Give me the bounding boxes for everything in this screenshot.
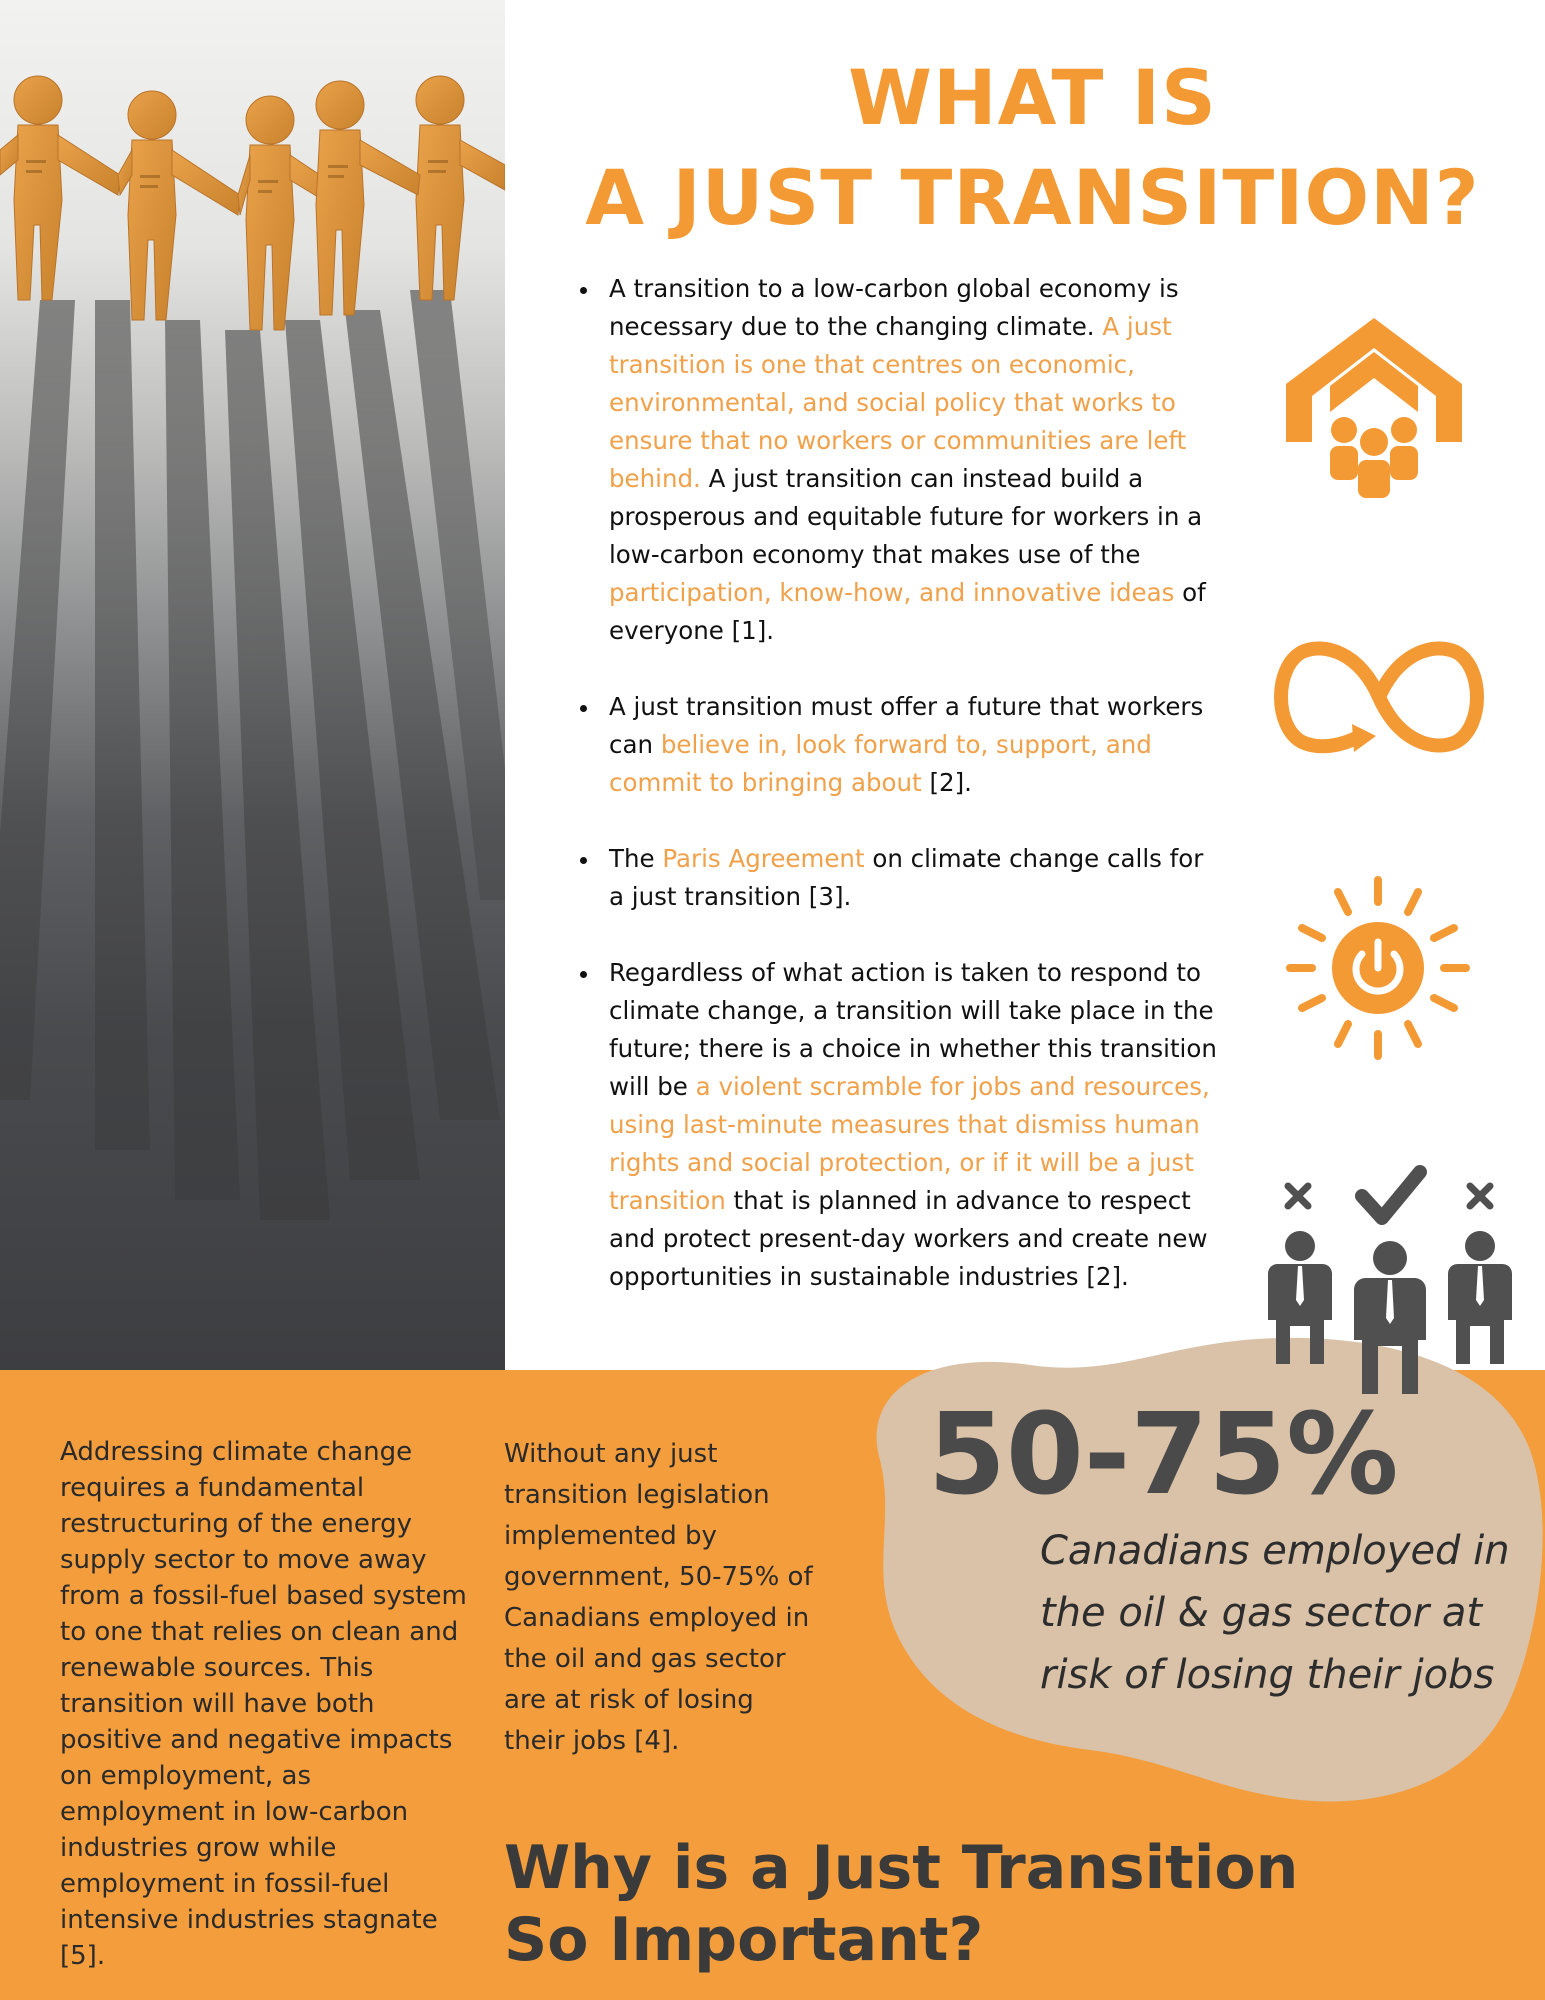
bullet-text: A transition to a low-carbon global economy is necessary due to the changing climate. bbox=[609, 274, 1179, 341]
bullet-item bbox=[578, 840, 1218, 916]
stat-value: 50-75% bbox=[928, 1390, 1399, 1520]
highlighted-text: a violent scramble for jobs and resources, using last-minute measures that dismiss human rights and social protection, or if it will be a just transition bbox=[609, 1072, 1210, 1215]
bullet-text: [2]. bbox=[921, 768, 972, 797]
paper-people-illustration bbox=[0, 0, 505, 1370]
bullet-item bbox=[578, 688, 1218, 802]
bullet-text: A just transition must offer a future that workers can bbox=[609, 692, 1204, 759]
middle-paragraph: Without any just transition legislation implemented by government, 50-75% of Canadians employed in the oil and gas sector are at risk of losing their jobs [4]. bbox=[504, 1439, 813, 1756]
worker-selection-icon bbox=[1268, 1150, 1518, 1400]
protected-family-icon bbox=[1282, 312, 1466, 498]
highlighted-text: believe in, look forward to, support, and commit to bringing about bbox=[609, 730, 1152, 797]
bullet-text: of everyone [1]. bbox=[609, 578, 1206, 645]
bullet-item bbox=[578, 954, 1218, 1296]
highlighted-text: A just transition is one that centres on economic, environmental, and social policy that works to ensure that no workers or communities are left behind. bbox=[609, 312, 1187, 493]
left-paragraph: Addressing climate change requires a fundamental restructuring of the energy supply sector to move away from a fossil-fuel based system to one that relies on clean and renewable sources. This transition will have both positive and negative impacts on employment, as employment in low-carbon industries grow while employment in fossil-fuel intensive industries stagnate [5]. bbox=[60, 1437, 467, 1971]
title-line-2: A JUST TRANSITION? bbox=[585, 153, 1480, 242]
infinity-loop-icon bbox=[1264, 632, 1494, 762]
bullet-text: that is planned in advance to respect and protect present-day workers and create new opportunities in sustainable industries [2]. bbox=[609, 1186, 1208, 1291]
sun-power-icon bbox=[1286, 876, 1470, 1060]
bullet-text: The bbox=[609, 844, 663, 873]
transition-bullet-list bbox=[578, 270, 1218, 1334]
title-line-1: WHAT IS bbox=[848, 53, 1217, 142]
bullet-item bbox=[578, 270, 1218, 650]
section-heading bbox=[504, 1832, 1484, 1976]
section-heading-line-2: So Important? bbox=[504, 1905, 984, 1975]
bullet-text: A just transition can instead build a prosperous and equitable future for workers in a low-carbon economy that makes use of the bbox=[609, 464, 1203, 569]
bullet-text: Regardless of what action is taken to respond to climate change, a transition will take place in the future; there is a choice in whether this transition will be bbox=[609, 958, 1217, 1101]
stat-caption: Canadians employed in the oil & gas sector at risk of losing their jobs bbox=[1040, 1528, 1510, 1698]
highlighted-text: participation, know-how, and innovative ideas bbox=[609, 578, 1175, 607]
bullet-text: on climate change calls for a just transition [3]. bbox=[609, 844, 1204, 911]
section-heading-line-1: Why is a Just Transition bbox=[504, 1833, 1299, 1903]
page-title bbox=[560, 48, 1505, 248]
highlighted-text: Paris Agreement bbox=[662, 844, 865, 873]
paper-chain-photo bbox=[0, 0, 505, 1370]
